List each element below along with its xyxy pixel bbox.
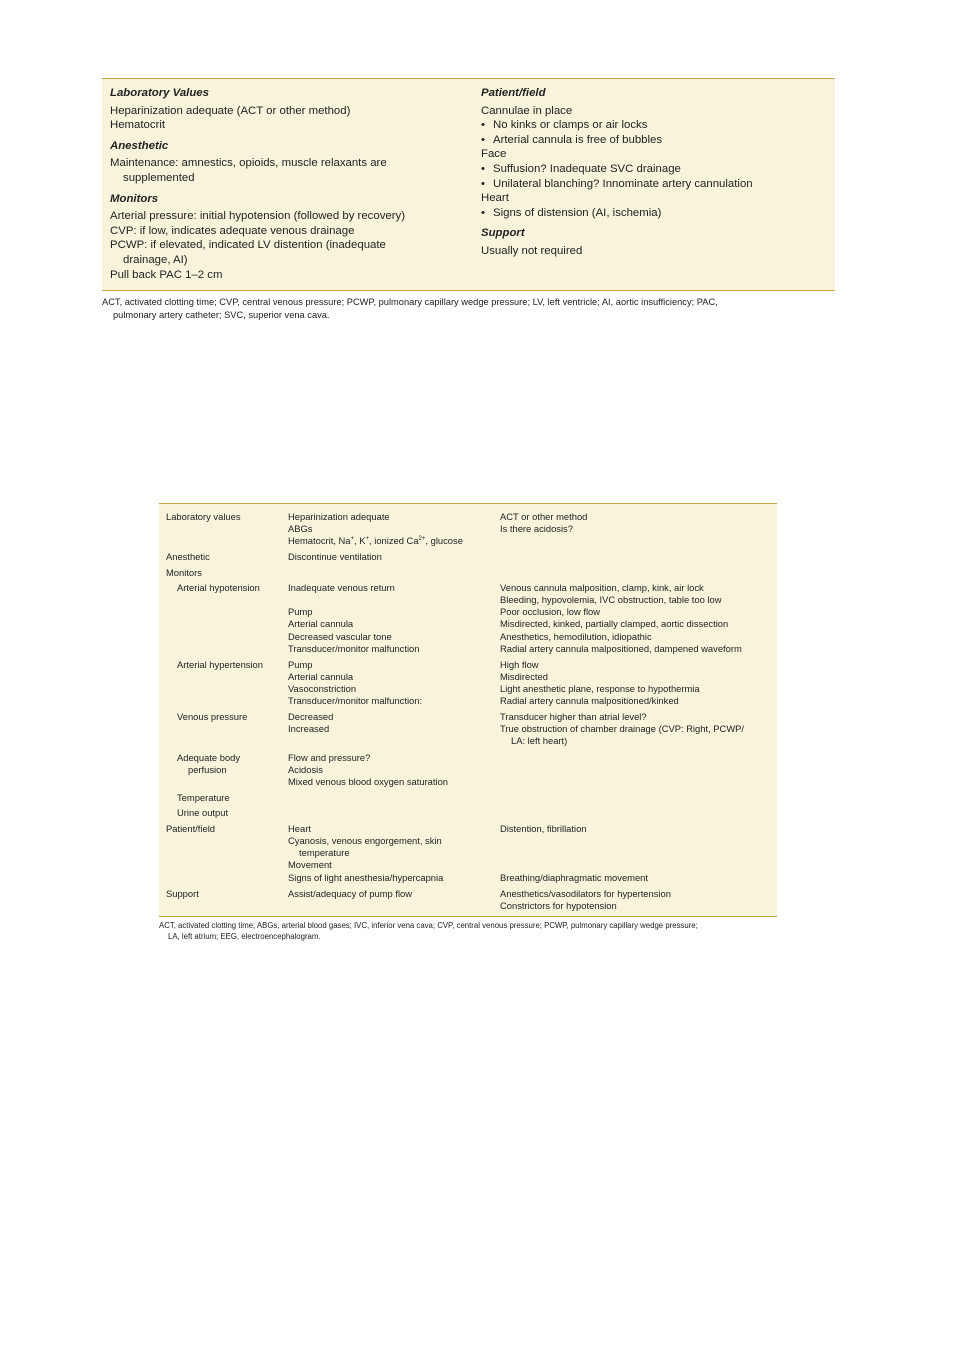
support-heading: Support [481,227,525,240]
footnote-line: LA, left atrium; EEG, electroencephalogram. [168,932,321,941]
bullet-item: • Unilateral blanching? Innominate artery cannulation [481,177,826,192]
cell-text: Anesthetics/vasodilators for hypertension [500,888,671,899]
cell-text: Misdirected, kinked, partially clamped, aortic dissection [500,618,729,630]
cell-text: LA: left heart) [511,735,568,747]
bullet-item: • Signs of distension (AI, ischemia) [481,206,826,221]
cell-text: ABGs [288,523,313,535]
cell-text: Vasoconstriction [288,683,357,695]
cell-text: Transducer higher than atrial level? [500,711,647,722]
cell-text: Flow and pressure? [288,752,371,763]
bullet-item: • Arterial cannula is free of bubbles [481,133,826,148]
cell-text: Breathing/diaphragmatic movement [500,871,648,883]
cell-text: Arterial cannula [288,618,354,630]
anesthetic-heading: Anesthetic [110,139,169,152]
row-label: Arterial hypertension [177,659,263,670]
cell-text: Hematocrit, Na+, K+, ionized $Ca^{2+}$, glucose [288,535,463,547]
cell-text: Misdirected [500,671,548,683]
cell-text: Inadequate venous return [288,582,395,593]
patient-text: Heart [481,192,509,205]
lab-item: Hematocrit [110,119,166,132]
row-label: Anesthetic [166,551,210,562]
cell-text: Is there acidosis? [500,523,573,535]
cell-text: Cyanosis, venous engorgement, skin [288,835,442,847]
cell-text: Radial artery cannula malpositioned/kinked [500,695,679,707]
row-label: Adequate body [177,752,241,763]
cell-text: Distention, fibrillation [500,823,587,834]
cell-text: Increased [288,723,330,735]
bullet-item: • Suffusion? Inadequate SVC drainage [481,162,826,177]
anesthetic-text: Maintenance: amnestics, opioids, muscle relaxants are [110,157,387,170]
cell-text: Poor occlusion, low flow [500,606,601,618]
table-1 [102,78,835,291]
monitors-text: drainage, AI) [123,253,188,266]
table-2 [159,503,777,917]
row-label: Urine output [177,807,229,818]
cell-text: Constrictors for hypotension [500,900,617,912]
cell-text: Transducer/monitor malfunction: [288,695,423,707]
monitors-text: Pull back PAC 1–2 cm [110,268,223,281]
lab-item: Heparinization adequate (ACT or other method) [110,104,351,117]
table-1-left-column [110,86,470,282]
footnote-line: pulmonary artery catheter; SVC, superior vena cava. [113,310,330,320]
footnote-line: ACT, activated clotting time; CVP, central venous pressure; PCWP, pulmonary capillary wedge pressure; LV, left ventricle; AI, aortic insufficiency; PAC, [102,297,718,307]
bullet-item: • No kinks or clamps or air locks [481,118,826,133]
cell-text: Mixed venous blood oxygen saturation [288,776,448,788]
monitors-text: CVP: if low, indicates adequate venous drainage [110,224,355,237]
row-label: Temperature [177,792,230,803]
monitors-text: Arterial pressure: initial hypotension (followed by recovery) [110,210,406,223]
table-1-footnote [102,296,835,322]
cell-text: Anesthetics, hemodilution, idiopathic [500,630,652,642]
cell-text: temperature [299,847,350,859]
anesthetic-text: supplemented [123,171,195,184]
monitors-heading: Monitors [110,192,159,205]
cell-text: Light anesthetic plane, response to hypothermia [500,683,700,695]
row-label: Arterial hypotension [177,582,260,593]
cell-text: Bleeding, hypovolemia, IVC obstruction, table too low [500,594,722,606]
cell-text: Heart [288,823,311,834]
cell-text: Venous cannula malposition, clamp, kink, air lock [500,582,704,593]
row-label: Monitors [166,567,202,578]
cell-text: Decreased vascular tone [288,630,392,642]
footnote-line: ACT, activated clotting time; ABGs, arterial blood gases; IVC, inferior vena cava; CVP, central venous pressure; PCWP, pulmonary capillary wedge pressure; [159,921,698,930]
cell-text: Discontinue ventilation [288,551,382,562]
cell-text: High flow [500,659,539,670]
table-1-right-column [481,86,826,259]
row-label: Support [166,888,199,899]
cell-text: Radial artery cannula malpositioned, dampened waveform [500,642,742,654]
laboratory-values-heading: Laboratory Values [110,87,209,99]
support-text: Usually not required [481,244,583,257]
row-label: Venous pressure [177,711,248,722]
monitors-text: PCWP: if elevated, indicated LV distention (inadequate [110,239,386,252]
row-label: Patient/field [166,823,215,834]
table-2-footnote [159,920,779,942]
patient-text: Face [481,148,507,161]
cell-text: ACT or other method [500,511,588,522]
cell-text: Decreased [288,711,334,722]
cell-text: True obstruction of chamber drainage (CVP: Right, PCWP/ [500,723,745,735]
cell-text: Arterial cannula [288,671,354,683]
cell-text: Heparinization adequate [288,511,390,522]
row-label: Laboratory values [166,511,241,522]
cell-text: Movement [288,859,332,871]
cell-text: Pump [288,659,313,670]
patient-field-heading: Patient/field [481,87,546,99]
cell-text: Signs of light anesthesia/hypercapnia [288,871,444,883]
row-label: perfusion [188,764,227,776]
cell-text: Transducer/monitor malfunction [288,642,420,654]
cell-text: Acidosis [288,764,323,776]
cell-text: Assist/adequacy of pump flow [288,888,413,899]
patient-text: Cannulae in place [481,104,573,117]
cell-text: Pump [288,606,313,618]
